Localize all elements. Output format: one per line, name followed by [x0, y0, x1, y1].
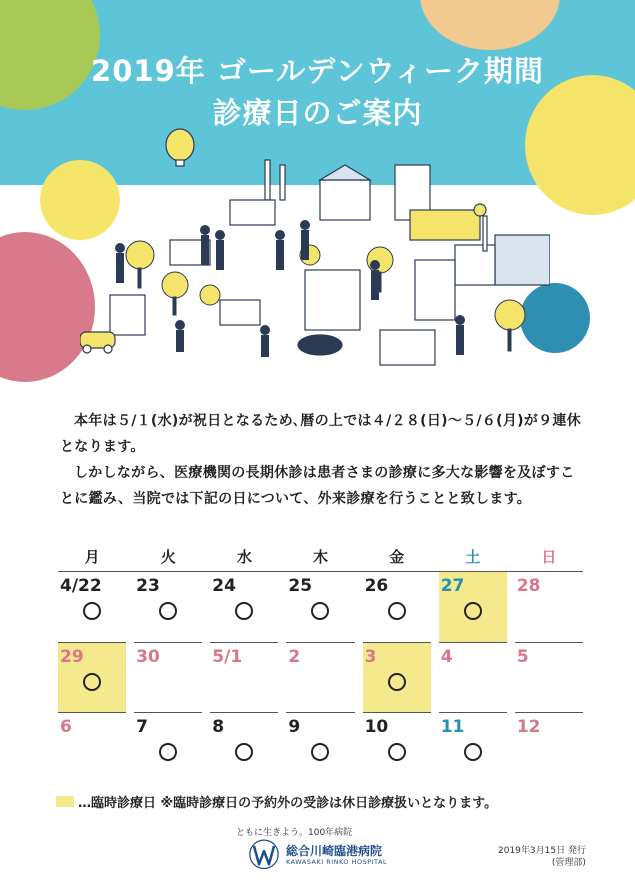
calendar-day: [286, 642, 354, 712]
intro-paragraph-2: しかしながら、医療機関の長期休診は患者さまの診療に多大な影響を及ぼすことに鑑み、当院では下記の日について、外来診療を行うことと致します。: [60, 465, 575, 507]
day-number: 5/1: [212, 647, 243, 667]
town-illustration: [80, 120, 550, 380]
calendar-day: [515, 642, 583, 712]
calendar: [58, 545, 583, 782]
calendar-day: [439, 712, 507, 782]
weekday-label: 火: [160, 548, 176, 566]
legend-text: …臨時診療日 ※臨時診療日の予約外の受診は休日診療扱いとなります。: [78, 796, 498, 811]
day-number: 30: [136, 647, 160, 667]
calendar-day: [286, 572, 354, 642]
day-number: 7: [136, 717, 148, 737]
weekday-label: 日: [541, 548, 557, 566]
calendar-day: [58, 572, 126, 642]
legend-swatch: [56, 796, 74, 807]
day-number: 27: [440, 576, 465, 596]
issue-info: [498, 845, 586, 869]
calendar-day: [439, 642, 507, 712]
open-circle-icon: [464, 602, 482, 620]
calendar-day: [286, 712, 354, 782]
calendar-day: [439, 572, 507, 642]
issue-date: 2019年3月15日 発行: [498, 846, 586, 856]
title-line-2: 診療日のご案内: [212, 96, 423, 130]
calendar-day: [210, 642, 278, 712]
title-line-1: 2019年 ゴールデンウィーク期間: [91, 54, 544, 88]
open-circle-icon: [388, 602, 406, 620]
day-number: 4/22: [60, 576, 102, 596]
intro-paragraph-1: 本年は５/１(水)が祝日となるため､暦の上では４/２８(日)～５/６(月)が９連休となります。: [60, 413, 582, 455]
open-circle-icon: [311, 602, 329, 620]
calendar-day: [210, 572, 278, 642]
day-number: 9: [288, 717, 301, 737]
day-number: 11: [440, 717, 465, 737]
weekday-label: 金: [389, 548, 405, 566]
day-number: 23: [136, 576, 160, 596]
day-number: 10: [364, 717, 389, 737]
day-number: 12: [516, 717, 541, 737]
hospital-tagline: ともに生きよう。100年病院: [236, 828, 353, 838]
open-circle-icon: [83, 673, 101, 691]
day-number: 6: [60, 717, 72, 737]
day-number: 2: [288, 647, 301, 667]
weekday-label: 月: [84, 548, 100, 566]
day-number: 26: [364, 576, 389, 596]
calendar-weeks: [58, 572, 583, 782]
day-number: 4: [440, 647, 453, 667]
calendar-day: [363, 642, 431, 712]
calendar-week: [58, 642, 583, 712]
intro-text: [60, 408, 585, 512]
open-circle-icon: [464, 743, 482, 761]
day-number: 5: [516, 647, 529, 667]
day-number: 3: [364, 647, 377, 667]
open-circle-icon: [388, 743, 406, 761]
calendar-week: [58, 572, 583, 642]
open-circle-icon: [235, 743, 253, 761]
open-circle-icon: [159, 602, 177, 620]
open-circle-icon: [311, 743, 329, 761]
open-circle-icon: [388, 673, 406, 691]
calendar-day: [58, 712, 126, 782]
page-title: [0, 50, 635, 134]
open-circle-icon: [83, 602, 101, 620]
open-circle-icon: [235, 602, 253, 620]
calendar-day: [134, 642, 202, 712]
calendar-day: [134, 712, 202, 782]
day-number: 25: [288, 576, 313, 596]
weekday-label: 土: [465, 548, 481, 566]
calendar-week: [58, 712, 583, 782]
day-number: 29: [60, 647, 84, 667]
issuer: (管理部): [551, 858, 586, 868]
legend: [56, 792, 497, 811]
calendar-day: [210, 712, 278, 782]
day-number: 24: [212, 576, 236, 596]
weekday-label: 木: [312, 548, 328, 566]
day-number: 8: [212, 717, 225, 737]
calendar-day: [363, 712, 431, 782]
calendar-day: [58, 642, 126, 712]
hospital-logo-icon: [244, 836, 284, 876]
weekday-label: 水: [236, 548, 252, 566]
calendar-day: [515, 572, 583, 642]
hospital-name-en: KAWASAKI RINKO HOSPITAL: [286, 858, 388, 866]
hospital-name: 総合川崎臨港病院: [286, 844, 383, 858]
weekday-header: [58, 545, 583, 572]
calendar-day: [363, 572, 431, 642]
calendar-day: [134, 572, 202, 642]
day-number: 28: [516, 576, 541, 596]
open-circle-icon: [159, 743, 177, 761]
calendar-day: [515, 712, 583, 782]
